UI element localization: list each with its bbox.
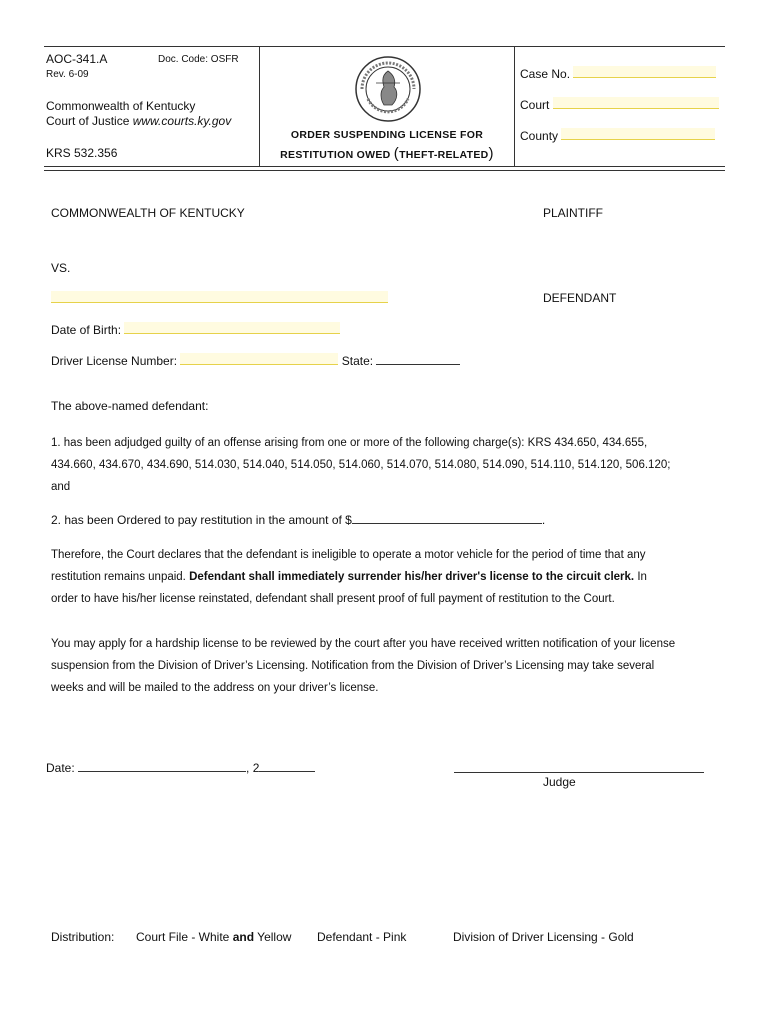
distribution-defendant: Defendant - Pink: [317, 930, 407, 944]
versus-label: VS.: [51, 261, 71, 275]
state-input[interactable]: [376, 353, 460, 365]
date-label: Date:: [46, 761, 75, 775]
case-no-input[interactable]: [573, 66, 716, 78]
year-input[interactable]: [259, 760, 315, 772]
therefore-unpaid: restitution remains unpaid.: [51, 571, 186, 583]
restitution-text: 2. has been Ordered to pay restitution in the amount of $: [51, 513, 352, 527]
defendant-name-input[interactable]: [51, 291, 388, 303]
revision: Rev. 6-09: [46, 69, 89, 80]
year-prefix: , 2: [246, 761, 260, 775]
dob-label: Date of Birth:: [51, 323, 122, 337]
distribution-label: Distribution:: [51, 930, 115, 944]
date-input[interactable]: [78, 760, 246, 772]
plaintiff-name: COMMONWEALTH OF KENTUCKY: [51, 206, 245, 220]
charge-line-1: 1. has been adjudged guilty of an offense arising from one or more of the following charge(s): KRS 434.650, 434.655,: [51, 437, 648, 449]
distribution-court-file: [136, 930, 291, 944]
restitution-period: .: [541, 513, 546, 527]
krs-reference: KRS 532.356: [46, 146, 118, 160]
dob-input[interactable]: [124, 322, 340, 334]
judge-label: Judge: [543, 775, 576, 789]
driver-license-field: [51, 353, 460, 368]
judge-signature-line[interactable]: [454, 761, 704, 773]
case-no-field: [520, 66, 716, 81]
commonwealth-label: Commonwealth of Kentucky: [46, 99, 196, 113]
distribution-division: Division of Driver Licensing - Gold: [453, 930, 634, 944]
dob-field: [51, 322, 340, 337]
driver-license-label: Driver License Number:: [51, 354, 178, 368]
form-id: AOC-341.A: [46, 52, 108, 66]
title-restitution: RESTITUTION OWED: [280, 149, 391, 161]
title-paren-open: (: [393, 145, 400, 162]
hardship-line-3: weeks and will be mailed to the address on your driver’s license.: [51, 682, 379, 694]
header-divider-left: [259, 46, 260, 166]
charge-line-2: 434.660, 434.670, 434.690, 514.030, 514.040, 514.050, 514.060, 514.070, 514.080, 514.090, 514.110, 514.120, 506.120;: [51, 459, 671, 471]
doc-code: Doc. Code: OSFR: [158, 54, 239, 65]
county-field: [520, 128, 715, 143]
hardship-line-1: You may apply for a hardship license to be reviewed by the court after you have received written notification of your license: [51, 638, 676, 650]
header-bottom-rule: [44, 166, 725, 167]
restitution-amount-input[interactable]: [352, 512, 542, 524]
therefore-line-3: order to have his/her license reinstated, defendant shall present proof of full payment of restitution to the Court.: [51, 593, 615, 605]
court-file-yellow: Yellow: [257, 930, 292, 944]
charge-item: [51, 432, 731, 498]
court-of-justice-label: Court of Justice: [46, 114, 130, 128]
therefore-paragraph: [51, 544, 731, 610]
title-paren-close: ): [488, 145, 494, 162]
therefore-in: In: [637, 571, 647, 583]
county-label: County: [520, 129, 559, 143]
state-label: State:: [341, 354, 374, 368]
court-of-justice: [46, 114, 231, 128]
case-no-label: Case No.: [520, 67, 571, 81]
court-file-white: Court File - White: [136, 930, 230, 944]
form-title-line2: [262, 145, 512, 162]
court-seal-icon: [354, 55, 422, 123]
therefore-line-1: Therefore, the Court declares that the defendant is ineligible to operate a motor vehicle for the period of time that any: [51, 549, 646, 561]
charge-line-3: and: [51, 481, 71, 493]
header-divider-right: [514, 46, 515, 166]
header-top-rule: [44, 46, 725, 47]
driver-license-input[interactable]: [180, 353, 338, 365]
plaintiff-label: PLAINTIFF: [543, 206, 604, 220]
date-field: [46, 760, 315, 775]
court-label: Court: [520, 98, 550, 112]
surrender-notice: Defendant shall immediately surrender his/her driver's license to the circuit clerk.: [189, 571, 635, 583]
court-input[interactable]: [553, 97, 719, 109]
header-bottom-rule-double: [44, 170, 725, 171]
hardship-paragraph: [51, 633, 731, 699]
court-file-and: and: [232, 930, 255, 944]
county-input[interactable]: [561, 128, 715, 140]
hardship-line-2: suspension from the Division of Driver’s Licensing. Notification from the Division of Driver’s Licensing may take several: [51, 660, 655, 672]
court-url: www.courts.ky.gov: [132, 114, 232, 128]
court-field: [520, 97, 719, 112]
title-theft: THEFT-RELATED: [399, 149, 489, 161]
therefore-line-2: [51, 566, 731, 588]
intro-text: The above-named defendant:: [51, 399, 209, 413]
form-title-line1: ORDER SUSPENDING LICENSE FOR: [290, 129, 484, 141]
restitution-item: [51, 512, 545, 527]
defendant-label: DEFENDANT: [543, 291, 617, 305]
